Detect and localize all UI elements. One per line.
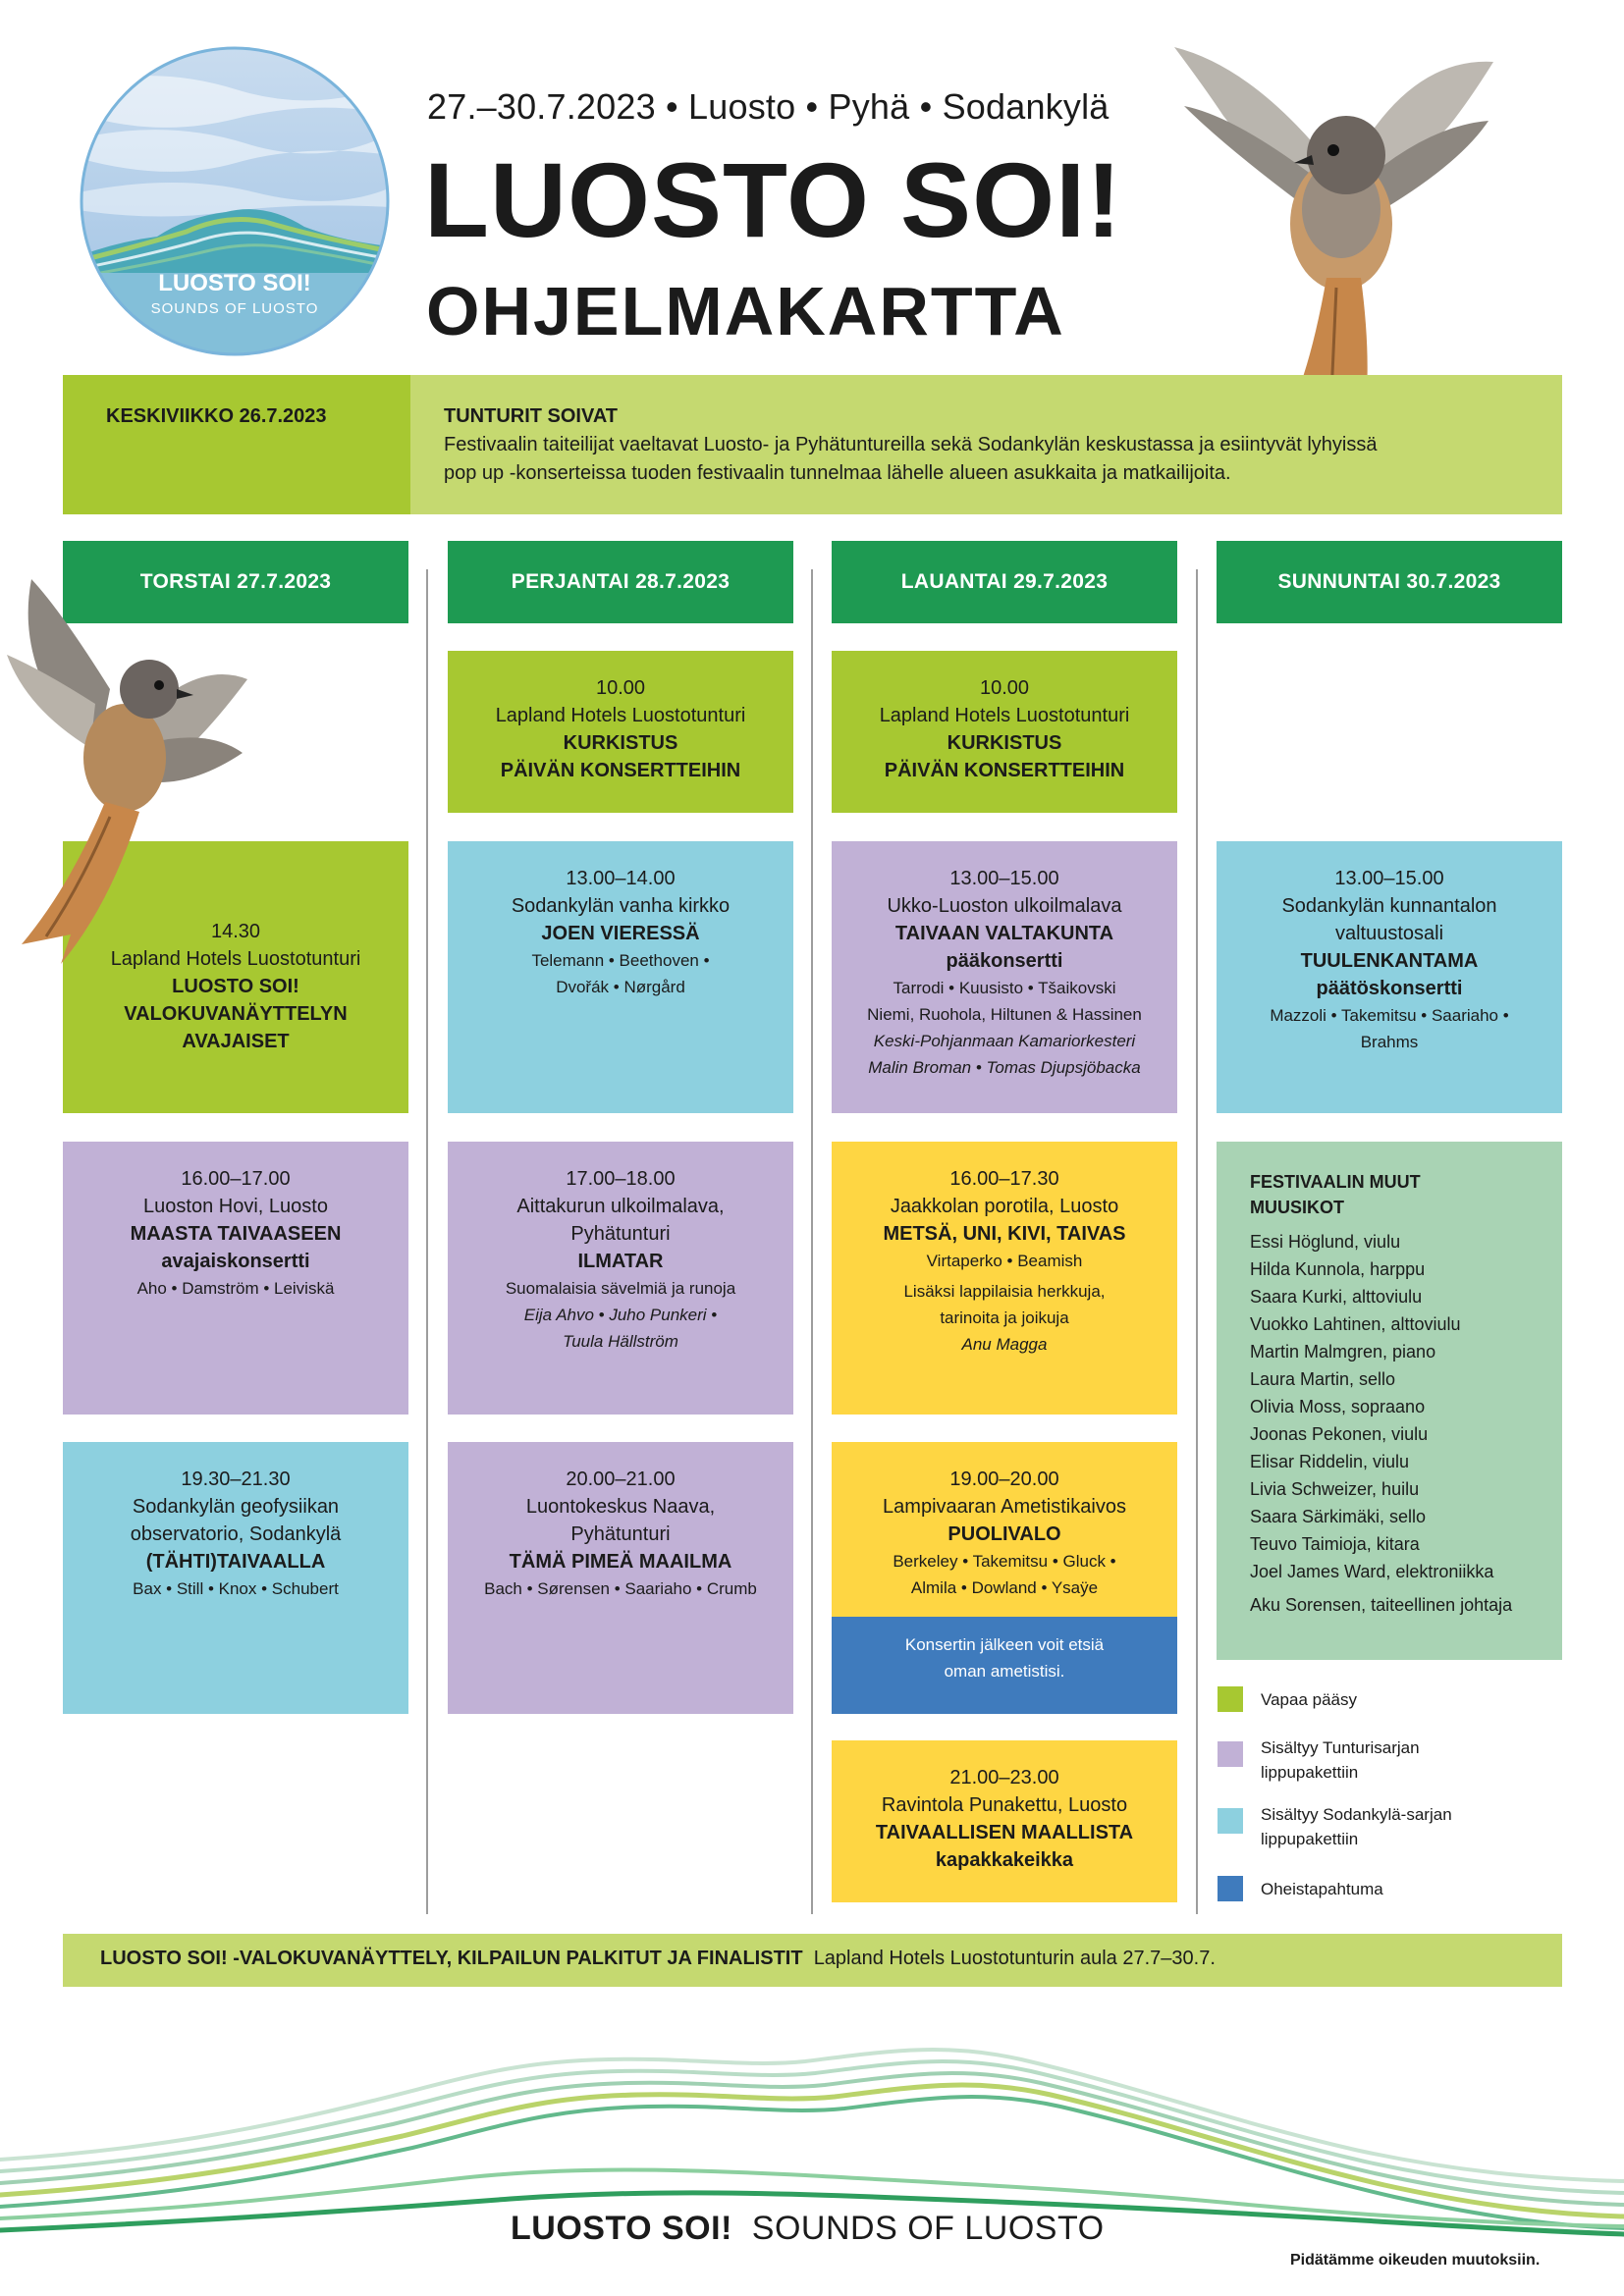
- event-composers: Niemi, Ruohola, Hiltunen & Hassinen: [867, 1005, 1142, 1024]
- event-time: 10.00: [595, 677, 646, 699]
- event-venue: Ukko-Luoston ulkoilmalava: [887, 895, 1122, 917]
- event-time: 13.00–14.00: [566, 868, 676, 889]
- event-title: KURKISTUS: [947, 732, 1062, 754]
- event-performers: Anu Magga: [961, 1335, 1048, 1354]
- event-composers: Virtaperko • Beamish: [926, 1252, 1083, 1270]
- footer-brand-rest: SOUNDS OF LUOSTO: [751, 2210, 1105, 2247]
- event-description: tarinoita ja joikuja: [940, 1308, 1069, 1327]
- event-fri-dark-world: [448, 1442, 793, 1714]
- musician-item: Hilda Kunnola, harppu: [1250, 1259, 1426, 1279]
- day-header-sunday: SUNNUNTAI 30.7.2023: [1217, 541, 1562, 623]
- event-fri-ilmatar: [448, 1142, 793, 1415]
- wednesday-text-2: pop up -konserteissa tuoden festivaalin tunnelmaa lähelle alueen asukkaita ja matkailijoita.: [444, 462, 1231, 484]
- legend-swatch-sodankyla: [1218, 1808, 1243, 1834]
- event-sat-amethyst-mine: [832, 1442, 1177, 1617]
- footer-brand-bold: LUOSTO SOI!: [511, 2210, 732, 2247]
- event-title: ILMATAR: [577, 1251, 664, 1272]
- musician-item: Saara Särkimäki, sello: [1250, 1507, 1427, 1526]
- event-time: 16.00–17.00: [181, 1168, 291, 1190]
- event-fri-preview: [448, 651, 793, 813]
- event-composers: Bach • Sørensen • Saariaho • Crumb: [484, 1579, 757, 1598]
- event-venue: Lapland Hotels Luostotunturi: [879, 705, 1130, 726]
- musician-item: Olivia Moss, sopraano: [1250, 1397, 1426, 1416]
- musician-item: Elisar Riddelin, viulu: [1250, 1452, 1410, 1471]
- artistic-director: Aku Sorensen, taiteellinen johtaja: [1250, 1595, 1513, 1615]
- page-subtitle: OHJELMAKARTTA: [426, 273, 1065, 349]
- legend-label-line: Sisältyy Sodankylä-sarjan: [1261, 1805, 1452, 1824]
- event-subtitle: päätöskonsertti: [1316, 978, 1463, 999]
- event-time: 20.00–21.00: [566, 1468, 676, 1490]
- musician-item: Livia Schweizer, huilu: [1250, 1479, 1420, 1499]
- event-venue: Aittakurun ulkoilmalava,: [516, 1196, 725, 1217]
- event-venue: Sodankylän kunnantalon: [1281, 895, 1497, 917]
- event-venue: Ravintola Punakettu, Luosto: [881, 1794, 1128, 1816]
- festival-dateline: 27.–30.7.2023 • Luosto • Pyhä • Sodankylä: [427, 86, 1110, 127]
- musicians-heading: FESTIVAALIN MUUT: [1250, 1172, 1421, 1192]
- event-performers: Malin Broman • Tomas Djupsjöbacka: [868, 1058, 1141, 1077]
- event-title: MAASTA TAIVAASEEN: [130, 1223, 342, 1245]
- wednesday-description: [444, 402, 1553, 488]
- event-venue: Pyhätunturi: [570, 1523, 671, 1545]
- musician-item: Joel James Ward, elektroniikka: [1250, 1562, 1494, 1581]
- event-composers: Brahms: [1360, 1033, 1419, 1051]
- event-title: PÄIVÄN KONSERTTEIHIN: [884, 760, 1125, 781]
- logo-subtitle: SOUNDS OF LUOSTO: [150, 300, 319, 317]
- event-subtitle: pääkonsertti: [946, 950, 1063, 972]
- event-venue: Luontokeskus Naava,: [525, 1496, 716, 1518]
- event-title: JOEN VIERESSÄ: [541, 923, 700, 944]
- event-performers: Eija Ahvo • Juho Punkeri •: [523, 1306, 718, 1324]
- exhibition-band: [63, 1934, 1562, 1987]
- legend-swatch-side-event: [1218, 1876, 1243, 1901]
- event-time: 10.00: [979, 677, 1030, 699]
- event-subtitle: avajaiskonsertti: [161, 1251, 310, 1272]
- event-composers: Aho • Damström • Leiviskä: [136, 1279, 335, 1298]
- musicians-heading: MUUSIKOT: [1250, 1198, 1344, 1217]
- event-venue: Sodankylän geofysiikan: [132, 1496, 340, 1518]
- event-composers: Berkeley • Takemitsu • Gluck •: [893, 1552, 1116, 1571]
- event-venue: Luoston Hovi, Luosto: [143, 1196, 328, 1217]
- legend-swatch-free: [1218, 1686, 1243, 1712]
- event-title: TAIVAAN VALTAKUNTA: [894, 923, 1114, 944]
- event-venue: Jaakkolan porotila, Luosto: [890, 1196, 1119, 1217]
- event-venue: valtuustosali: [1334, 923, 1444, 944]
- event-time: 17.00–18.00: [566, 1168, 676, 1190]
- event-description: Lisäksi lappilaisia herkkuja,: [903, 1282, 1106, 1301]
- musician-item: Essi Höglund, viulu: [1250, 1232, 1401, 1252]
- event-venue: Sodankylän vanha kirkko: [511, 895, 731, 917]
- event-venue: Lapland Hotels Luostotunturi: [110, 948, 361, 970]
- event-title: LUOSTO SOI!: [172, 976, 299, 997]
- event-time: 13.00–15.00: [949, 868, 1059, 889]
- wednesday-band: [63, 375, 1562, 514]
- event-sat-reindeer-farm: [832, 1142, 1177, 1415]
- event-title: VALOKUVANÄYTTELYN: [124, 1003, 348, 1025]
- exhibition-title: LUOSTO SOI! -VALOKUVANÄYTTELY, KILPAILUN PALKITUT JA FINALISTIT: [100, 1948, 803, 1969]
- musician-item: Laura Martin, sello: [1250, 1369, 1396, 1389]
- event-thu-opening-concert: [63, 1142, 408, 1415]
- festival-logo: [79, 45, 391, 357]
- day-header-thursday: TORSTAI 27.7.2023: [63, 541, 408, 623]
- wednesday-label: KESKIVIIKKO 26.7.2023: [63, 375, 410, 514]
- legend-label-line: Sisältyy Tunturisarjan: [1261, 1738, 1420, 1757]
- event-composers: Almila • Dowland • Ysaÿe: [910, 1578, 1099, 1597]
- siberian-jay-illustration: [2, 571, 253, 964]
- event-composers: Mazzoli • Takemitsu • Saariaho •: [1270, 1006, 1509, 1025]
- footer-brand: [511, 2210, 1105, 2248]
- event-title: (TÄHTI)TAIVAALLA: [145, 1551, 326, 1573]
- musician-item: Saara Kurki, alttoviulu: [1250, 1287, 1423, 1307]
- event-description: Suomalaisia sävelmiä ja runoja: [505, 1279, 736, 1298]
- event-sun-closing-concert: [1217, 841, 1562, 1113]
- event-composers: Bax • Still • Knox • Schubert: [133, 1579, 339, 1598]
- legend-label-line: lippupakettiin: [1261, 1763, 1359, 1782]
- page-title: LUOSTO SOI!: [424, 140, 1123, 259]
- side-event-text: Konsertin jälkeen voit etsiä: [904, 1635, 1105, 1654]
- event-venue: Pyhätunturi: [570, 1223, 671, 1245]
- legend-label-line: lippupakettiin: [1261, 1830, 1359, 1848]
- event-venue: Lampivaaran Ametistikaivos: [883, 1496, 1126, 1518]
- event-sat-side-event: [832, 1617, 1177, 1714]
- legend-label-tunturi: [1261, 1735, 1420, 1785]
- event-performers: Keski-Pohjanmaan Kamariorkesteri: [873, 1032, 1136, 1050]
- event-sat-main-concert: [832, 841, 1177, 1113]
- day-header-saturday: LAUANTAI 29.7.2023: [832, 541, 1177, 623]
- event-title: PÄIVÄN KONSERTTEIHIN: [500, 760, 741, 781]
- legend-label-free: Vapaa pääsy: [1261, 1690, 1357, 1709]
- event-title: METSÄ, UNI, KIVI, TAIVAS: [883, 1223, 1126, 1245]
- event-thu-observatory-concert: [63, 1442, 408, 1714]
- event-composers: Dvořák • Nørgård: [556, 978, 685, 996]
- event-composers: Telemann • Beethoven •: [531, 951, 710, 970]
- musician-item: Teuvo Taimioja, kitara: [1250, 1534, 1420, 1554]
- exhibition-details: Lapland Hotels Luostotunturin aula 27.7–30.7.: [813, 1948, 1216, 1969]
- event-sat-preview: [832, 651, 1177, 813]
- event-venue: Lapland Hotels Luostotunturi: [495, 705, 746, 726]
- column-divider: [426, 569, 428, 1914]
- wednesday-heading: TUNTURIT SOIVAT: [444, 405, 619, 427]
- event-performers: Tuula Hällström: [563, 1332, 678, 1351]
- event-time: 19.00–20.00: [949, 1468, 1059, 1490]
- siberian-jay-illustration: [1164, 8, 1498, 410]
- disclaimer: Pidätämme oikeuden muutoksiin.: [1290, 2252, 1541, 2269]
- musician-item: Joonas Pekonen, viulu: [1250, 1424, 1429, 1444]
- musician-list: [1250, 1228, 1562, 1585]
- side-event-text: oman ametistisi.: [944, 1662, 1065, 1681]
- event-fri-church-concert: [448, 841, 793, 1113]
- logo-title: LUOSTO SOI!: [158, 270, 311, 296]
- column-divider: [811, 569, 813, 1914]
- event-title: TAIVAALLISEN MAALLISTA: [875, 1822, 1134, 1843]
- event-title: AVAJAISET: [182, 1031, 290, 1052]
- legend-swatch-tunturi: [1218, 1741, 1243, 1767]
- event-time: 16.00–17.30: [949, 1168, 1059, 1190]
- event-title: KURKISTUS: [563, 732, 678, 754]
- event-time: 14.30: [210, 921, 261, 942]
- musician-item: Vuokko Lahtinen, alttoviulu: [1250, 1314, 1461, 1334]
- event-title: TÄMÄ PIMEÄ MAAILMA: [509, 1551, 732, 1573]
- event-time: 19.30–21.30: [181, 1468, 291, 1490]
- musicians-list-box: [1217, 1142, 1562, 1660]
- musician-item: Martin Malmgren, piano: [1250, 1342, 1436, 1362]
- event-time: 13.00–15.00: [1334, 868, 1444, 889]
- event-title: TUULENKANTAMA: [1300, 950, 1479, 972]
- column-divider: [1196, 569, 1198, 1914]
- day-header-friday: PERJANTAI 28.7.2023: [448, 541, 793, 623]
- event-time: 21.00–23.00: [949, 1767, 1059, 1789]
- event-subtitle: kapakkakeikka: [935, 1849, 1074, 1871]
- event-sat-pub-gig: [832, 1740, 1177, 1902]
- event-title: PUOLIVALO: [947, 1523, 1061, 1545]
- event-venue: observatorio, Sodankylä: [130, 1523, 342, 1545]
- legend-label-sodankyla: [1261, 1802, 1452, 1851]
- event-composers: Tarrodi • Kuusisto • Tšaikovski: [893, 979, 1116, 997]
- legend-label-side-event: Oheistapahtuma: [1261, 1880, 1383, 1898]
- wednesday-text-1: Festivaalin taiteilijat vaeltavat Luosto- ja Pyhätuntureilla sekä Sodankylän keskustassa ja esiintyvät lyhyissä: [444, 434, 1378, 455]
